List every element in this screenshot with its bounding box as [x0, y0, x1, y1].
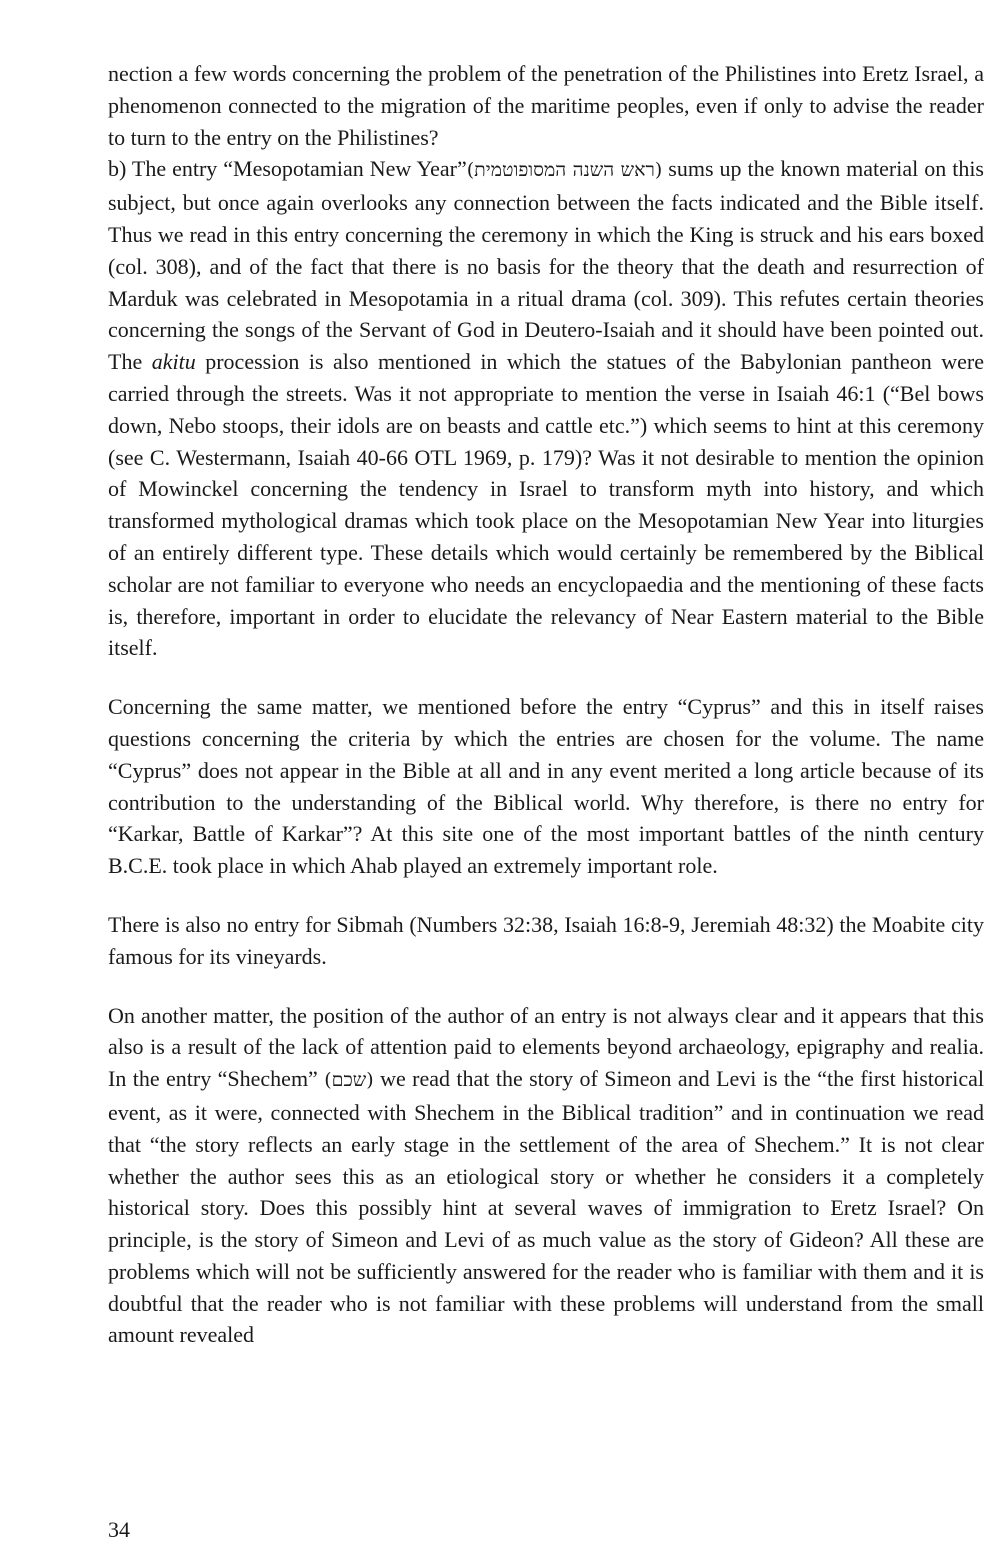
page-body [108, 58, 984, 1351]
paragraph-mesopotamian-new-year [108, 153, 984, 664]
paragraph-cyprus: Concerning the same matter, we mentioned before the entry “Cyprus” and this in itself raises questions concerning the criteria by which the entries are chosen for the volume. The name “Cyprus” does not appear in the Bible at all and in any event merited a long article because of its contribution to the understanding of the Biblical world. Why therefore, is there no entry for “Karkar, Battle of Karkar”? At this site one of the most important battles of the ninth century B.C.E. took place in which Ahab played an extremely important role. [108, 694, 984, 879]
text-run: sums up the known material on this subject, but once again overlooks any connection between the facts indicated and the Bible itself. Thus we read in this entry concerning the ceremony in which the King is struck and his ears boxed (col. 308), and of the fact that there is no basis for the theory that the death and resurrection of Marduk was celebrated in Mesopotamia in a ritual drama (col. 309). This refutes certain theories concerning the songs of the Servant of God in Deutero-Isaiah and it should have been pointed out. The [108, 156, 984, 375]
hebrew-term: (שכם) [324, 1069, 374, 1092]
paragraph-philistines: nection a few words concerning the problem of the penetration of the Philistines into Eretz Israel, a phenomenon connected to the migration of the maritime peoples, even if only to advise the reader to turn to the entry on the Philistines? [108, 61, 984, 150]
page-number: 34 [108, 1517, 130, 1542]
hebrew-term: (ראש השנה המסופוטמית) [466, 159, 663, 182]
paragraph-sibmah: There is also no entry for Sibmah (Numbers 32:38, Isaiah 16:8-9, Jeremiah 48:32) the Moabite city famous for its vineyards. [108, 911, 984, 969]
text-run: we read that the story of Simeon and Levi is the “the first historical event, as it were, connected with Shechem in the Biblical tradition” and in continuation we read that “the story reflects an early stage in the settlement of the area of Shechem.” It is not clear whether the author sees this as an etiological story or whether he considers it a completely historical story. Does this possibly hint at several waves of immigration to Eretz Israel? On principle, is the story of Simeon and Levi of as much value as the story of Gideon? All these are problems which will not be sufficiently answered for the reader who is familiar with them and it is doubtful that the reader who is not familiar with these problems will understand from the small amount revealed [108, 1066, 984, 1348]
paragraph-shechem [108, 1000, 984, 1352]
text-run: procession is also mentioned in which the statues of the Babylonian pantheon were carried through the streets. Was it not appropriate to mention the verse in Isaiah 46:1 (“Bel bows down, Nebo stoops, their idols are on beasts and cattle etc.”) which seems to hint at this ceremony (see C. Westermann, Isaiah 40-66 OTL 1969, p. 179)? Was it not desirable to mention the opinion of Mowinckel concerning the tendency in Israel to transform myth into history, and which transformed mythological dramas which took place on the Mesopotamian New Year into liturgies of an entirely different type. These details which would certainly be remembered by the Biblical scholar are not familiar to everyone who needs an encyclopaedia and the mentioning of these facts is, therefore, important in order to elucidate the relevancy of Near Eastern material to the Bible itself. [108, 349, 985, 661]
text-run: b) The entry “Mesopotamian New Year” [108, 156, 467, 182]
italic-term: akitu [151, 349, 196, 375]
text-run: On another matter, the position of the author of an entry is not always clear and it appears that this also is a result of the lack of attention paid to elements beyond archaeology, epigraphy and realia. In the entry “Shechem” [108, 1002, 984, 1092]
